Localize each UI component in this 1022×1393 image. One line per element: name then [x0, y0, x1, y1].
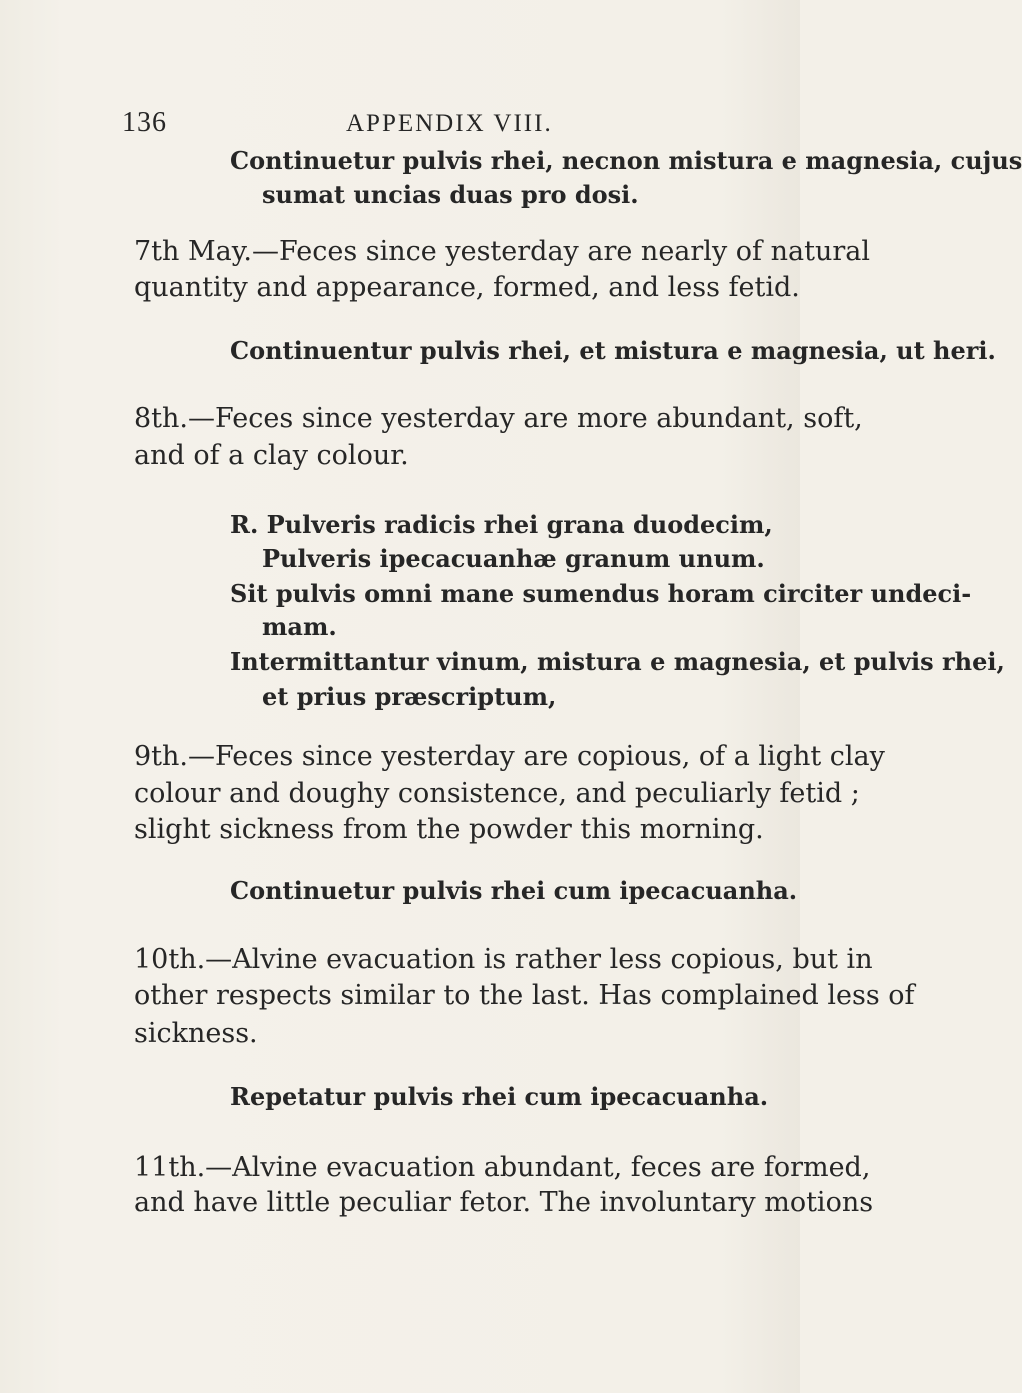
text-line: Continuetur pulvis rhei cum ipecacuanha.: [230, 876, 798, 905]
text-line: Sit pulvis omni mane sumendus horam circiter undeci-: [230, 579, 972, 608]
text-line: 9th.—Feces since yesterday are copious, of a light clay: [134, 741, 885, 772]
text-line: et prius præscriptum,: [262, 682, 557, 711]
text-line: sickness.: [134, 1018, 258, 1049]
text-line: and of a clay colour.: [134, 440, 409, 471]
text-line: 8th.—Feces since yesterday are more abundant, soft,: [134, 403, 863, 434]
text-line: Repetatur pulvis rhei cum ipecacuanha.: [230, 1082, 769, 1111]
text-line: sumat uncias duas pro dosi.: [262, 180, 639, 209]
text-line: Continuetur pulvis rhei, necnon mistura e magnesia, cujus: [230, 146, 1022, 175]
text-line: slight sickness from the powder this morning.: [134, 814, 764, 845]
text-line: 7th May.—Feces since yesterday are nearly of natural: [134, 236, 870, 267]
text-line: Intermittantur vinum, mistura e magnesia, et pulvis rhei,: [230, 647, 1005, 676]
text-line: 11th.—Alvine evacuation abundant, feces are formed,: [134, 1152, 871, 1183]
text-line: Pulveris ipecacuanhæ granum unum.: [262, 544, 765, 573]
running-head: APPENDIX VIII.: [346, 110, 553, 137]
text-line: Continuentur pulvis rhei, et mistura e magnesia, ut heri.: [230, 336, 996, 365]
text-line: other respects similar to the last. Has complained less of: [134, 980, 915, 1011]
text-line: R. Pulveris radicis rhei grana duodecim,: [230, 510, 773, 539]
text-line: mam.: [262, 612, 337, 641]
text-line: 10th.—Alvine evacuation is rather less copious, but in: [134, 944, 873, 975]
text-line: and have little peculiar fetor. The involuntary motions: [134, 1187, 874, 1218]
page-number: 136: [122, 107, 167, 138]
text-line: quantity and appearance, formed, and less fetid.: [134, 272, 800, 303]
text-line: colour and doughy consistence, and peculiarly fetid ;: [134, 778, 860, 809]
